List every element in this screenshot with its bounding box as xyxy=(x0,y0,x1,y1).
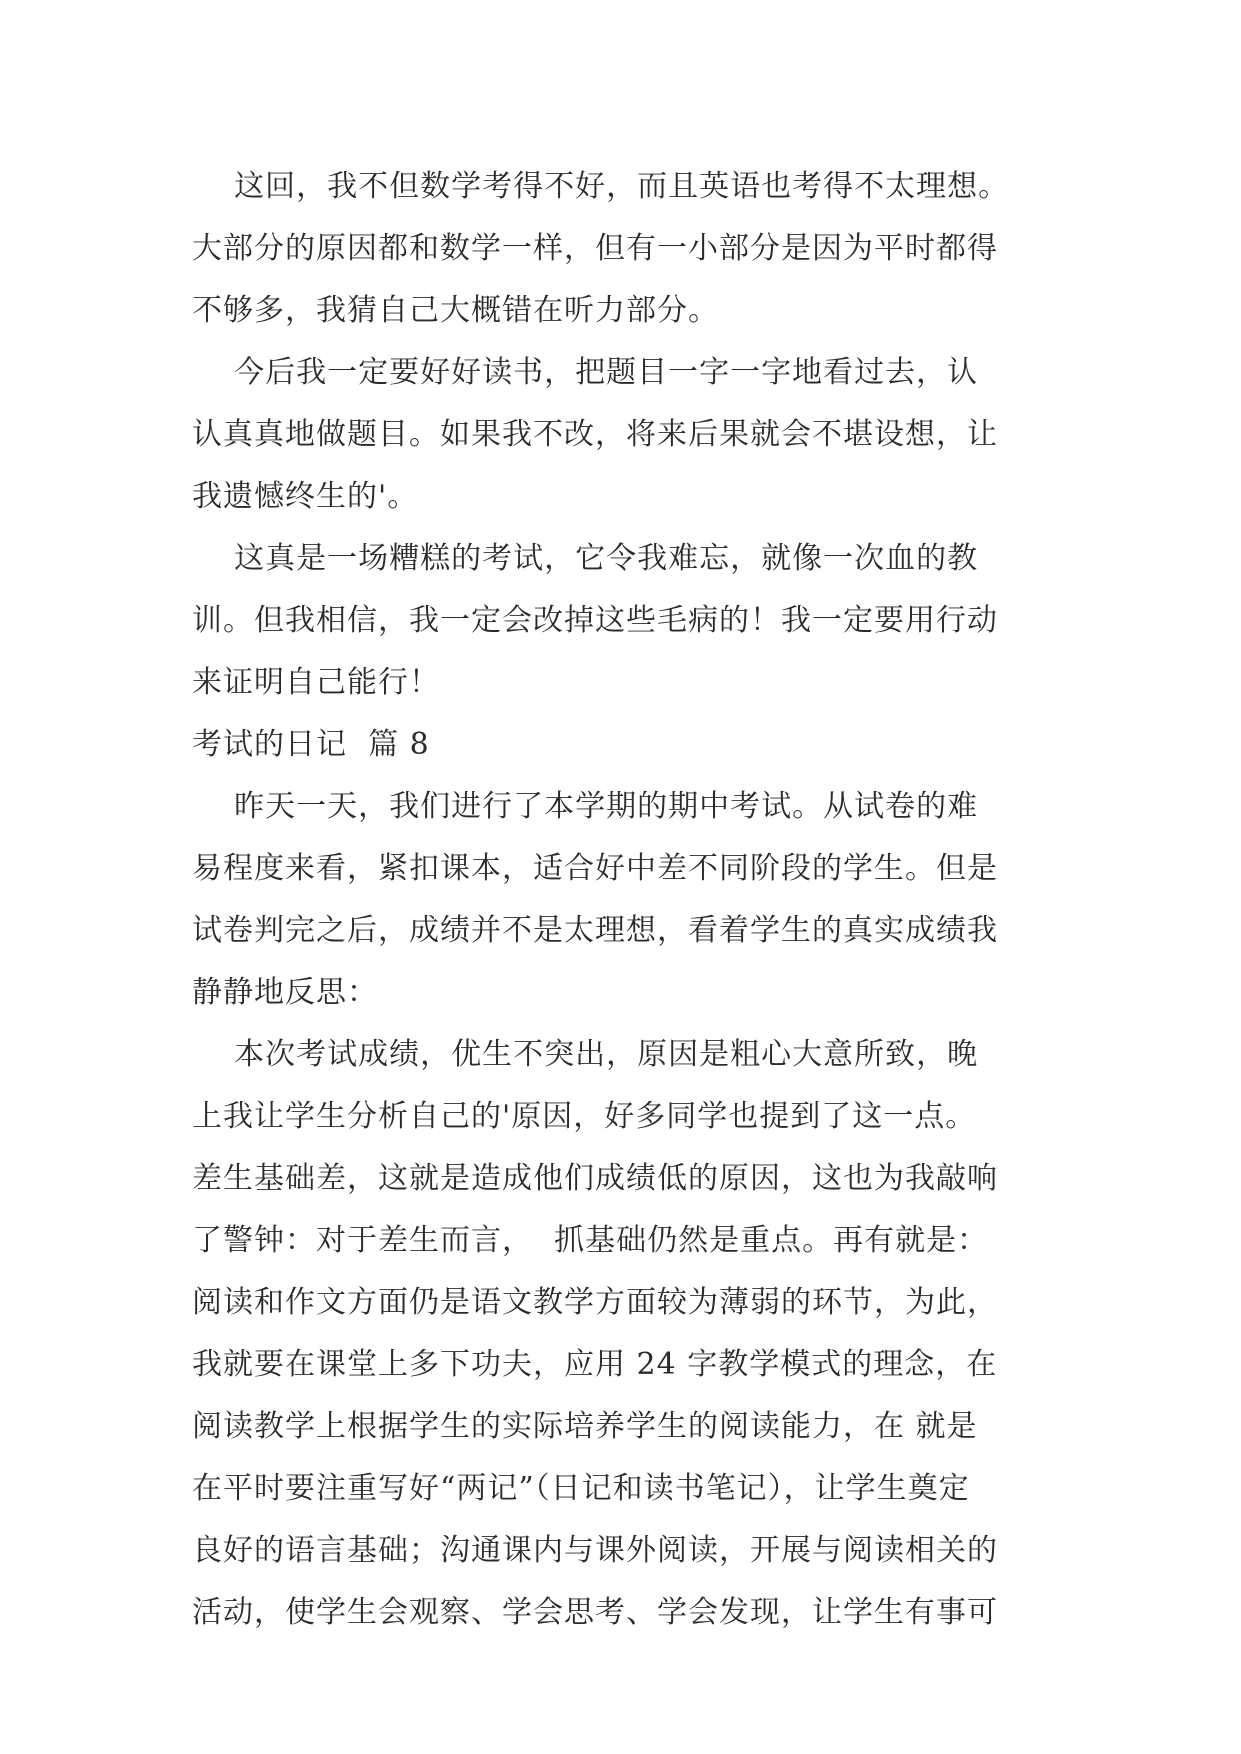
text-line: 阅读和作文方面仍是语文教学方面较为薄弱的环节，为此， xyxy=(192,1285,998,1320)
text-line: 静静地反思： xyxy=(192,975,378,1010)
text-line: 这回，我不但数学考得不好，而且英语也考得不太理想。 xyxy=(192,169,1010,204)
text-line: 差生基础差，这就是造成他们成绩低的原因，这也为我敲响 xyxy=(192,1161,998,1196)
text-line: 在平时要注重写好“两记”（日记和读书笔记），让学生奠定 xyxy=(192,1471,970,1506)
text-line: 活动，使学生会观察、学会思考、学会发现，让学生有事可 xyxy=(192,1595,998,1630)
text-line: 大部分的原因都和数学一样，但有一小部分是因为平时都得 xyxy=(192,231,998,266)
text-line: 来证明自己能行！ xyxy=(192,665,440,700)
text-line: 本次考试成绩，优生不突出，原因是粗心大意所致，晚 xyxy=(192,1037,979,1072)
text-line: 今后我一定要好好读书，把题目一字一字地看过去，认 xyxy=(192,355,979,390)
text-line: 我遗憾终生的'。 xyxy=(192,479,419,514)
text-line: 训。但我相信，我一定会改掉这些毛病的！我一定要用行动 xyxy=(192,603,998,638)
text-line: 了警钟：对于差生而言， 抓基础仍然是重点。再有就是： xyxy=(192,1223,989,1258)
text-line: 昨天一天，我们进行了本学期的期中考试。从试卷的难 xyxy=(192,789,979,824)
text-line: 良好的语言基础；沟通课内与课外阅读，开展与阅读相关的 xyxy=(192,1533,998,1568)
section-heading: 考试的日记 篇 8 xyxy=(192,727,430,762)
text-line: 易程度来看，紧扣课本，适合好中差不同阶段的学生。但是 xyxy=(192,851,998,886)
text-line: 不够多，我猜自己大概错在听力部分。 xyxy=(192,293,719,328)
text-line: 试卷判完之后，成绩并不是太理想，看着学生的真实成绩我 xyxy=(192,913,998,948)
document-body xyxy=(192,156,1052,1644)
text-line: 我就要在课堂上多下功夫，应用 24 字教学模式的理念，在 xyxy=(192,1347,998,1382)
text-line: 认真真地做题目。如果我不改，将来后果就会不堪设想，让 xyxy=(192,417,998,452)
text-line: 这真是一场糟糕的考试，它令我难忘，就像一次血的教 xyxy=(192,541,979,576)
text-line: 阅读教学上根据学生的实际培养学生的阅读能力，在 就是 xyxy=(192,1409,978,1444)
text-line: 上我让学生分析自己的'原因，好多同学也提到了这一点。 xyxy=(192,1099,977,1134)
